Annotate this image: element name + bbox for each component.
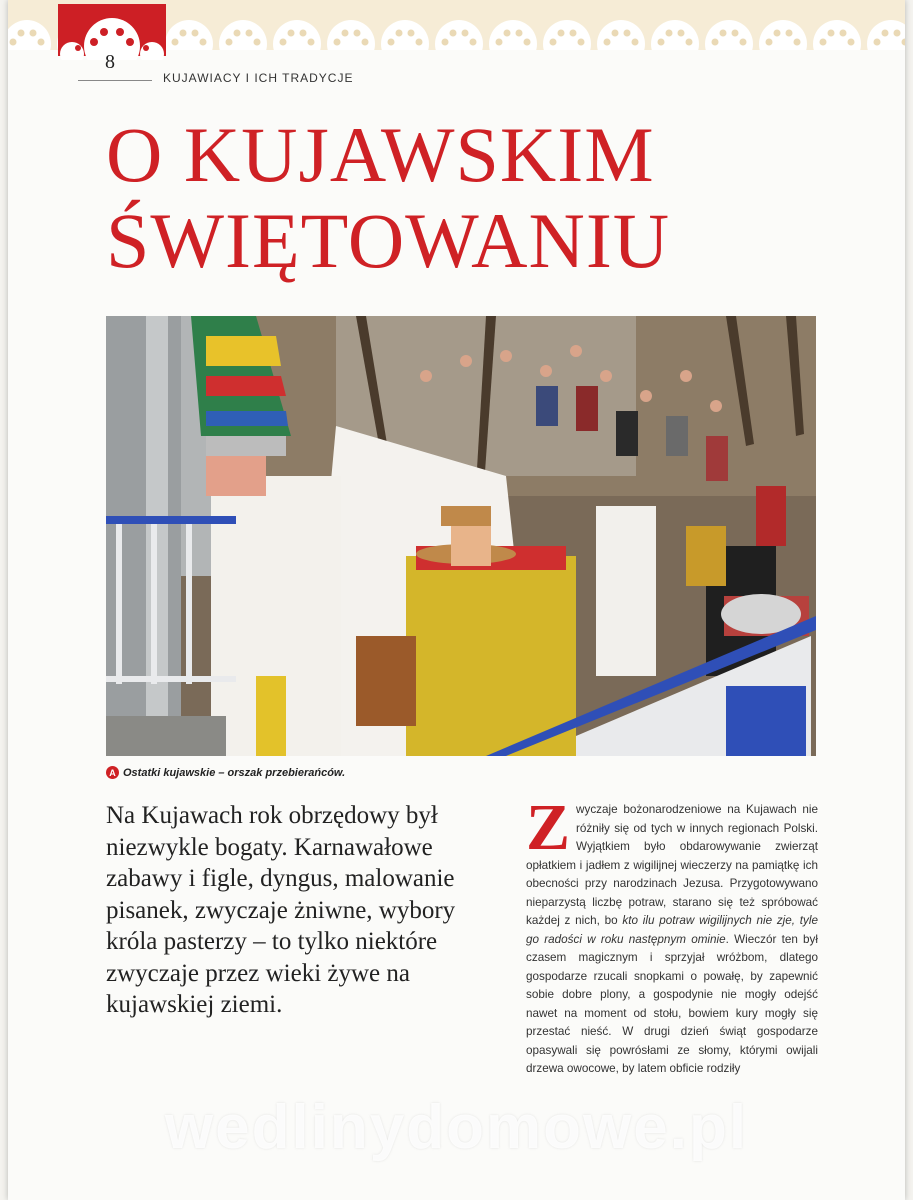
page-number: 8 xyxy=(105,51,115,73)
drop-cap: Z xyxy=(526,791,571,864)
photo-caption xyxy=(106,766,345,779)
section-title: KUJAWIACY I ICH TRADYCJE xyxy=(163,71,354,85)
body-text xyxy=(526,791,818,1079)
title-line-2: ŚWIĘTOWANIU xyxy=(106,197,671,284)
body-text-italic: kto ilu potraw wigilijnych nie zje, tyle go radości w roku następnym ominie xyxy=(526,914,818,946)
watermark: wedlinydomowe.pl xyxy=(164,1093,749,1162)
title-line-1: O KUJAWSKIM xyxy=(106,111,655,198)
body-text-part-2: . Wieczór ten był czasem magicznym i sprzyjał wróżbom, dlatego gospodarze rzucali snopkami o powałę, by zapewnić sobie dobre plony, a gospodynie nie mogły odejść nawet na moment od stołu, bowiem kury mogły się przestać nieść. W drugi dzień świąt gospodarze opasywali się powrósłami ze słomy, którymi owijali drzewa owocowe, by latem obficie rodziły xyxy=(526,932,818,1075)
header-rule xyxy=(78,80,152,81)
caption-marker: A xyxy=(106,766,119,779)
article-title xyxy=(106,112,670,284)
body-text-part-1: wyczaje bożonarodzeniowe na Kujawach nie różniły się od tych w innych regionach Polski. Wyjątkiem było obdarowywanie zwierząt opłatkiem i jadłem z wigilijnej wieczerzy na pamiątkę ich obecności przy narodzinach Jezusa. Przygotowywano nieparzystą liczbę potraw, starano się też spróbować każdej z nich, bo xyxy=(526,803,818,927)
procession-photo xyxy=(106,316,816,756)
magazine-page xyxy=(8,0,905,1200)
caption-text: Ostatki kujawskie – orszak przebierańców. xyxy=(123,766,346,779)
lead-paragraph: Na Kujawach rok obrzędowy był niezwykle bogaty. Karnawałowe zabawy i figle, dyngus, malowanie pisanek, zwyczaje żniwne, wybory króla pasterzy – to tylko niektóre zwyczaje przez wieki żywe na kujawskiej ziemi. xyxy=(106,802,456,1018)
